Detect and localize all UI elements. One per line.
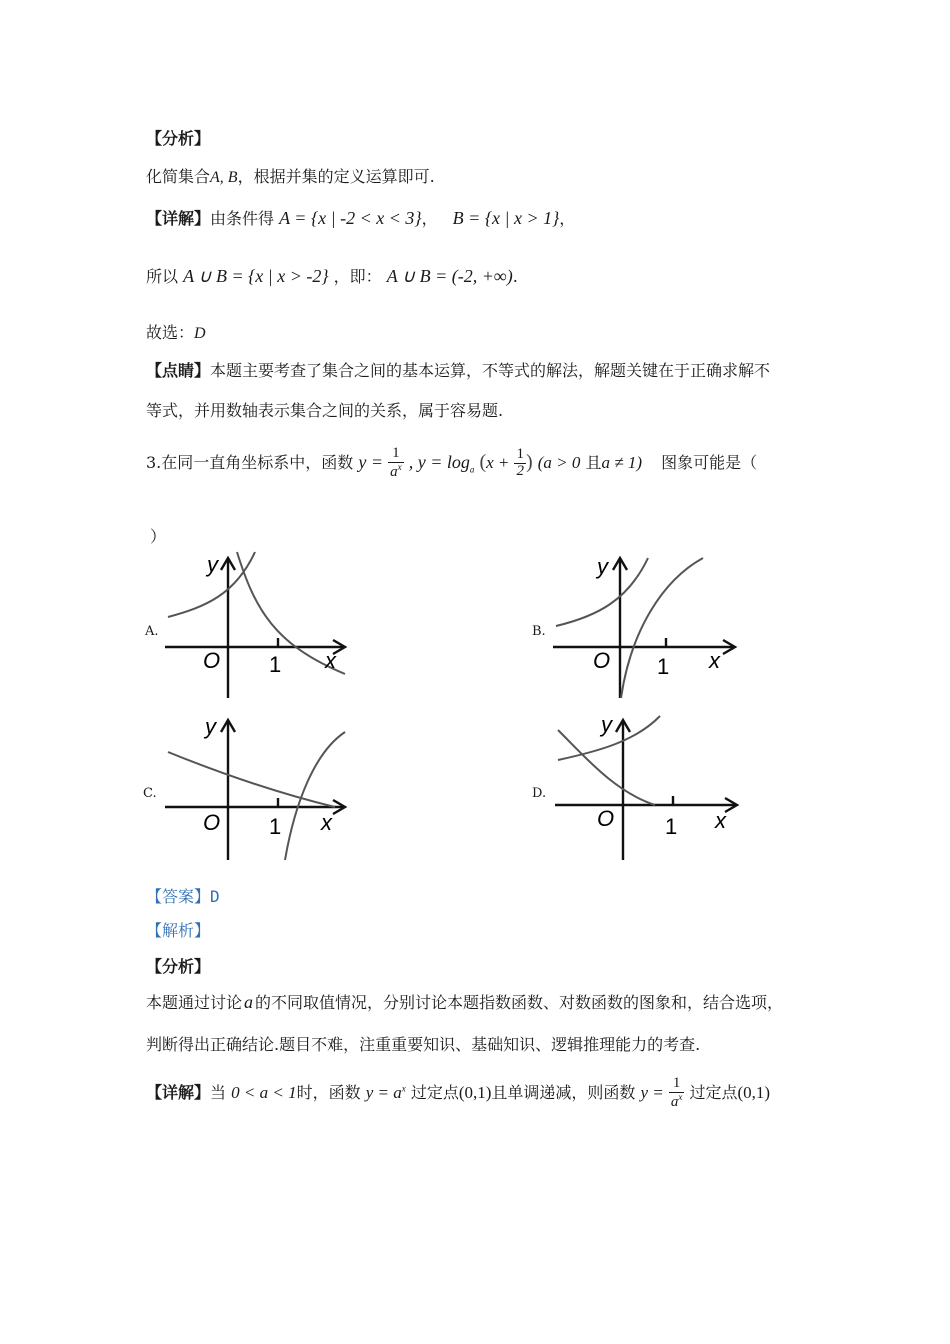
detail2-func2-lhs: y = bbox=[640, 1082, 664, 1102]
frac-den: $a^x$ bbox=[390, 461, 402, 480]
x-label: x bbox=[709, 648, 720, 673]
half-num: 1 bbox=[516, 446, 524, 462]
y-label: y bbox=[207, 552, 218, 577]
option-a-graph bbox=[165, 550, 355, 700]
detail-line bbox=[146, 206, 575, 229]
analysis2-text-1: 本题通过讨论 bbox=[146, 993, 243, 1012]
y-label: y bbox=[601, 712, 612, 737]
detail2-text-1: 当 bbox=[210, 1082, 227, 1102]
option-d-graph bbox=[555, 712, 745, 862]
half-den: 2 bbox=[516, 462, 524, 479]
fraction-1-over-a-x bbox=[388, 446, 404, 481]
tick-label: 1 bbox=[269, 652, 282, 677]
origin-label: O bbox=[203, 648, 221, 673]
y-label: y bbox=[205, 714, 216, 739]
set-a: A = {x | -2 < x < 3} bbox=[279, 208, 422, 228]
union-line bbox=[146, 264, 518, 287]
y1-lhs: y = bbox=[358, 451, 384, 472]
detail-sep: ， bbox=[421, 209, 438, 228]
curve-log bbox=[558, 730, 655, 805]
detail-heading: 【详解】 bbox=[146, 209, 211, 228]
union-expr: A ∪ B = {x | x > -2} bbox=[183, 266, 329, 286]
cond-1: (a > 0 bbox=[537, 452, 581, 472]
x-label: x bbox=[715, 808, 726, 833]
origin-label: O bbox=[597, 806, 615, 831]
option-b-label: B. bbox=[532, 624, 546, 639]
question-text-2: 图象可能是（ bbox=[661, 452, 758, 472]
question-text-1: 在同一直角坐标系中，函数 bbox=[161, 452, 354, 472]
comment-text-1: 本题主要考查了集合之间的基本运算，不等式的解法，解题关键在于正确求解不 bbox=[210, 361, 771, 380]
detail2-text-5: 过定点 bbox=[689, 1082, 738, 1102]
detail2-cond: 0 < a < 1 bbox=[231, 1082, 297, 1102]
detail2-text-2: 时，函数 bbox=[296, 1082, 361, 1102]
union-end: . bbox=[512, 267, 518, 286]
tick-label: 1 bbox=[665, 814, 678, 839]
answer-value: D bbox=[210, 887, 220, 906]
choice-letter: D bbox=[194, 325, 206, 342]
option-a-label: A. bbox=[145, 624, 159, 639]
fraction-half bbox=[514, 447, 526, 480]
analysis-text-1: 化简集合 bbox=[146, 167, 211, 186]
detail-sep-2: ， bbox=[559, 209, 576, 228]
question-line: 3.在同一直角坐标系中，函数 y = $\frac{1}{a^x}$ , $y = \log_a (x$ + $\frac{1}{2}$ ) (a > 0 且a ≠ 1) 图象可能是（ bbox=[146, 445, 758, 480]
y-label: y bbox=[597, 554, 608, 579]
cond-and: 且 bbox=[585, 452, 602, 472]
detail2-point-2: (0,1) bbox=[737, 1082, 771, 1102]
tick-label: 1 bbox=[269, 814, 282, 839]
analysis-sets: A, B bbox=[210, 169, 238, 186]
option-d-label: D. bbox=[532, 786, 547, 801]
analysis2-line-2: 判断得出正确结论.题目不难，注重重要知识、基础知识、逻辑推理能力的考查. bbox=[146, 1035, 701, 1054]
detail2-frac-num: 1 bbox=[672, 1075, 681, 1091]
frac-num: 1 bbox=[392, 445, 400, 461]
detail-text: 由条件得 bbox=[210, 209, 275, 228]
question-number: 3. bbox=[146, 452, 162, 472]
cond-2: a ≠ 1) bbox=[601, 452, 642, 472]
origin-label: O bbox=[203, 810, 221, 835]
analysis-text bbox=[146, 164, 435, 187]
answer-line bbox=[146, 884, 220, 907]
y2-log: , $y = \log_a$ bbox=[408, 451, 475, 475]
detail2-heading: 【详解】 bbox=[146, 1082, 211, 1102]
x-label: x bbox=[321, 810, 332, 835]
detail2-fraction bbox=[669, 1076, 685, 1111]
analysis-text-2: ，根据并集的定义运算即可. bbox=[237, 167, 435, 186]
explain-heading: 【解析】 bbox=[146, 921, 211, 940]
union-mid: ，即： bbox=[333, 267, 382, 286]
x-label: x bbox=[325, 648, 336, 673]
answer-heading: 【答案】 bbox=[146, 887, 211, 906]
analysis-heading: 【分析】 bbox=[146, 129, 211, 148]
union-expr-2: A ∪ B = (-2, +∞) bbox=[386, 266, 513, 286]
question-close: ） bbox=[150, 527, 167, 546]
comment-line-2: 等式，并用数轴表示集合之间的关系，属于容易题. bbox=[146, 401, 504, 420]
choice-text: 故选： bbox=[146, 323, 195, 342]
analysis2-heading: 【分析】 bbox=[146, 957, 211, 976]
detail2-frac-den: $a^x$ bbox=[670, 1091, 683, 1110]
curve-decreasing bbox=[168, 752, 335, 807]
union-prefix: 所以 bbox=[146, 267, 179, 286]
option-c-graph bbox=[165, 712, 355, 862]
detail2-line bbox=[146, 1076, 770, 1116]
comment-line-1 bbox=[146, 358, 770, 381]
detail2-func: $y = a^x$ bbox=[365, 1082, 406, 1102]
tick-label: 1 bbox=[657, 654, 670, 679]
analysis2-text-2: 的不同取值情况，分别讨论本题指数函数、对数函数的图象和，结合选项， bbox=[255, 993, 784, 1012]
analysis2-var: a bbox=[244, 992, 254, 1012]
choice-line bbox=[146, 320, 206, 343]
inner-x: x + bbox=[486, 452, 510, 472]
option-c-label: C. bbox=[143, 786, 157, 801]
detail2-text-3: 过定点 bbox=[410, 1082, 459, 1102]
detail2-point: (0,1) bbox=[458, 1082, 492, 1102]
origin-label: O bbox=[593, 648, 611, 673]
set-b: B = {x | x > 1} bbox=[452, 208, 560, 228]
detail2-text-4: 且单调递减，则函数 bbox=[491, 1082, 636, 1102]
analysis2-line-1 bbox=[146, 990, 783, 1013]
option-b-graph bbox=[553, 550, 743, 700]
comment-heading: 【点睛】 bbox=[146, 361, 211, 380]
